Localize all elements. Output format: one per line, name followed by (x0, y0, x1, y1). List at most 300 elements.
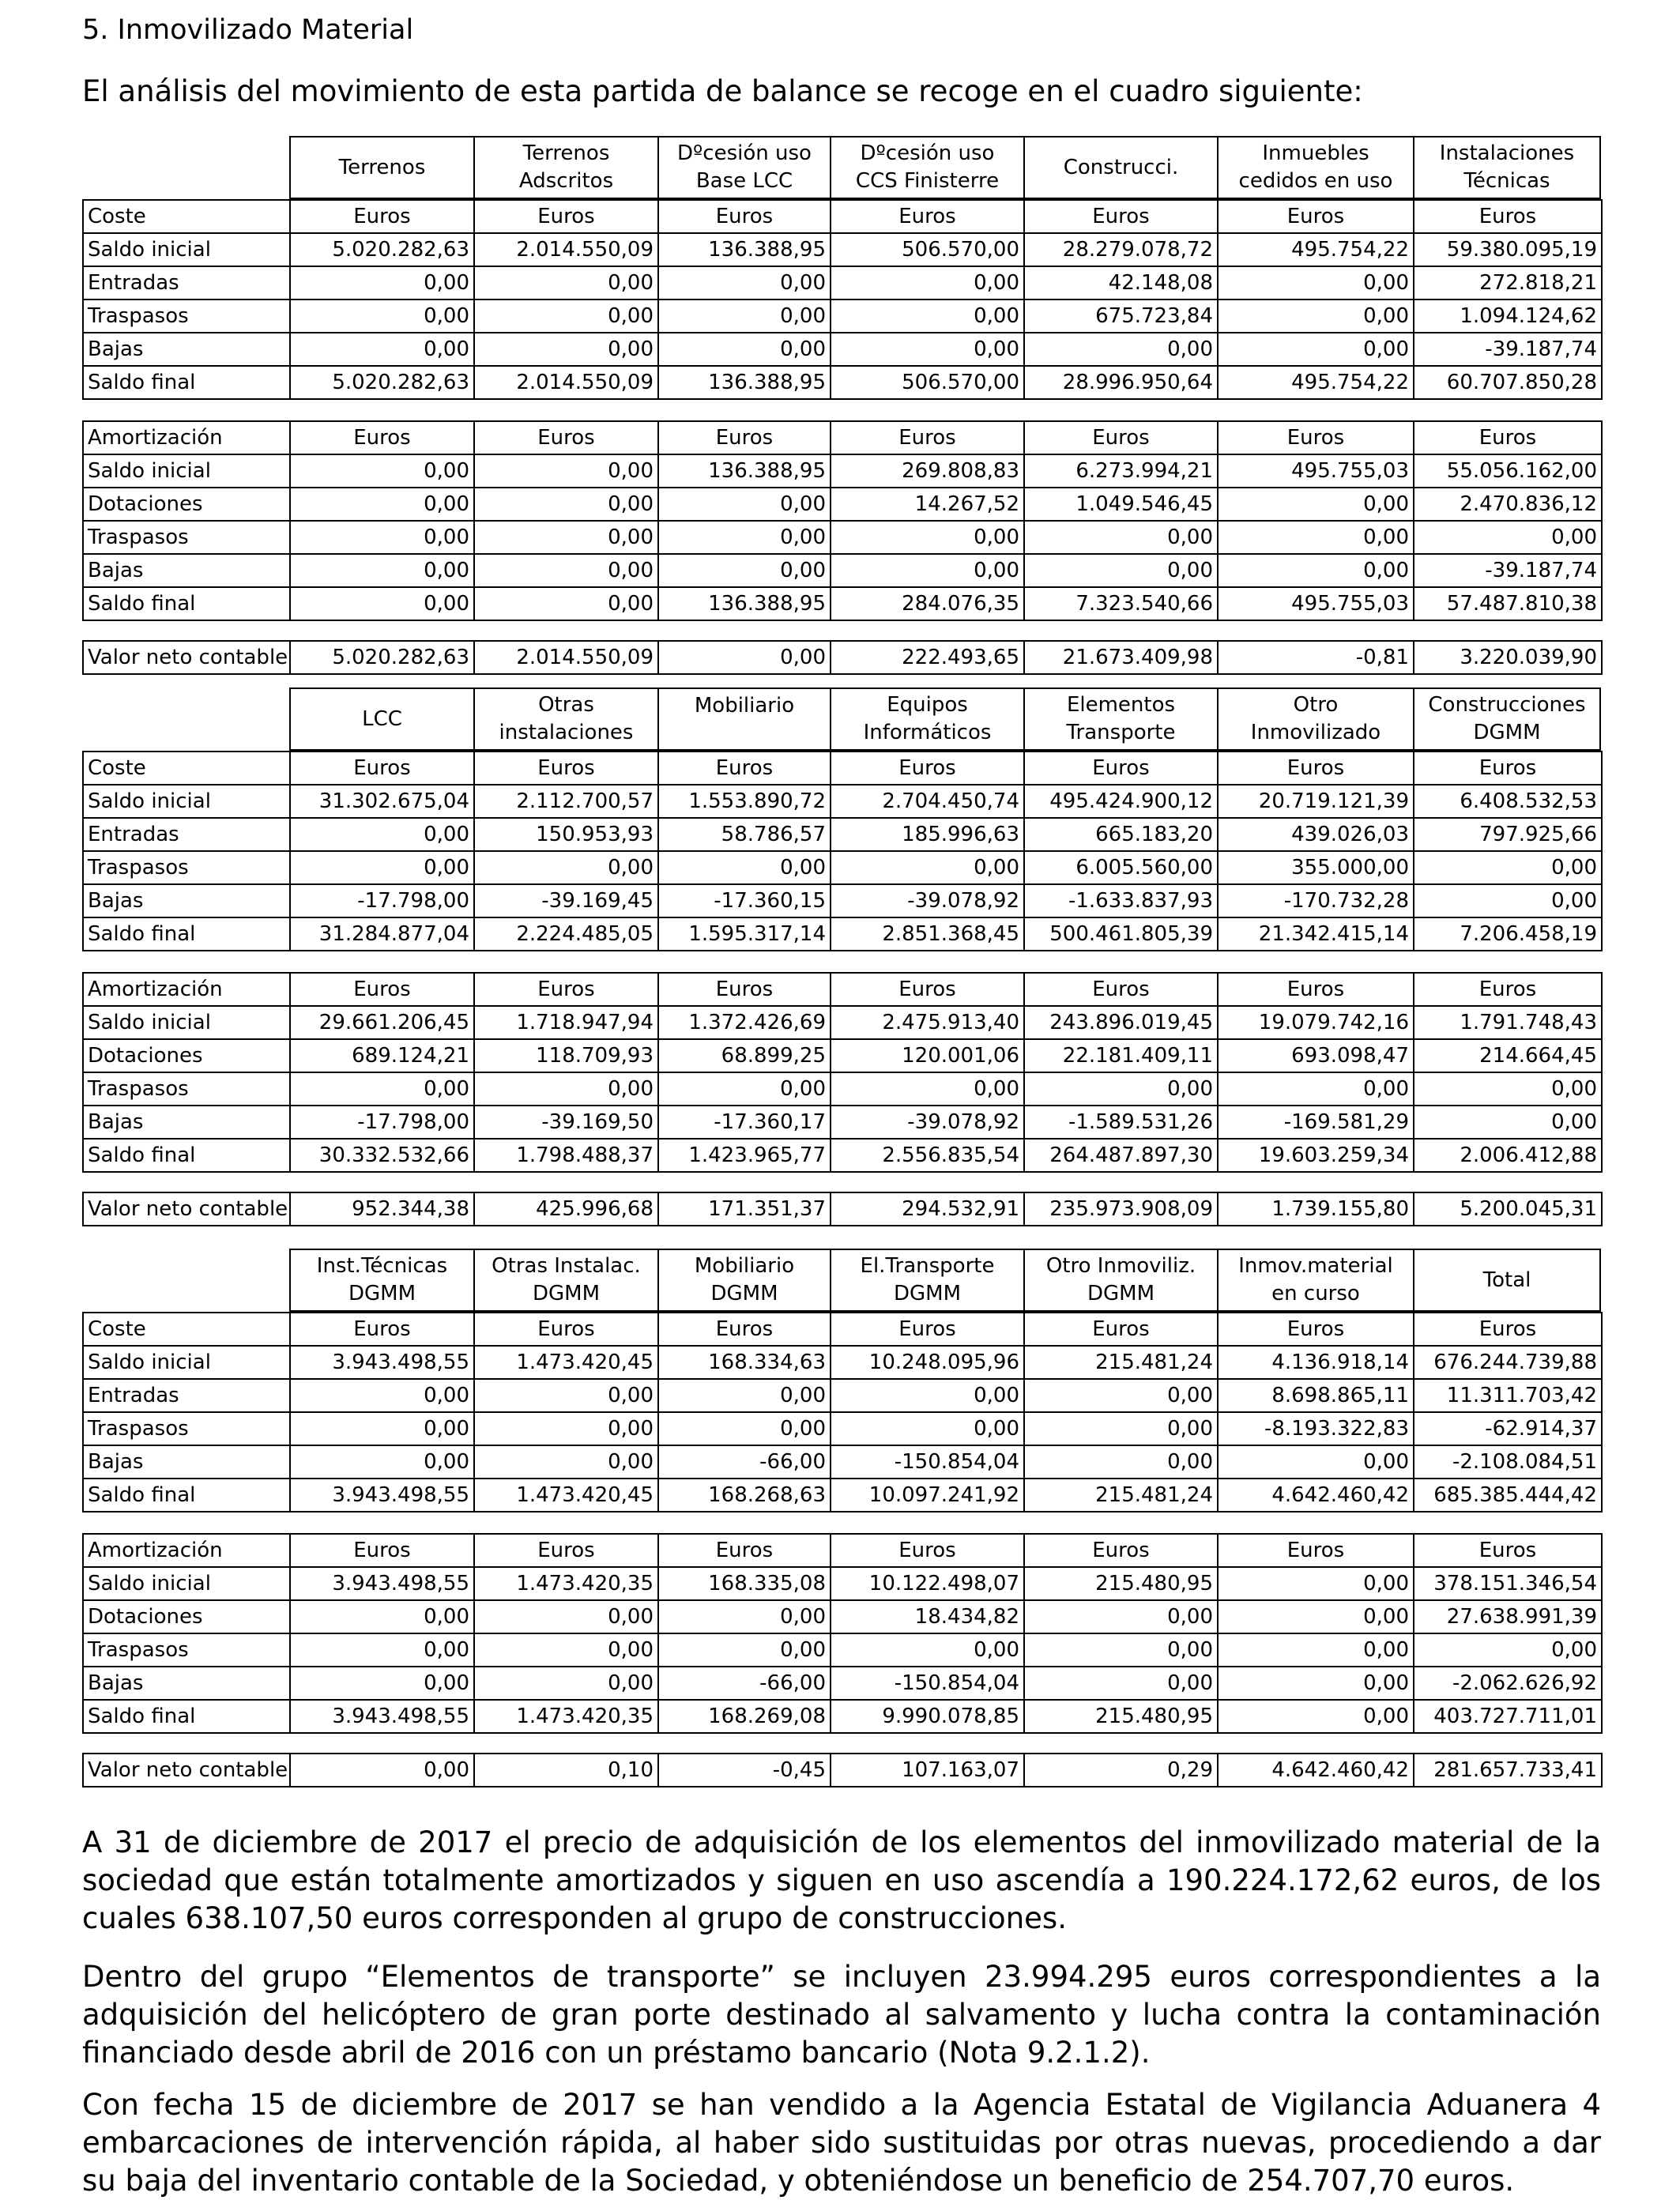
value-cell: 0,00 (474, 488, 658, 521)
column-header-line: DGMM (1473, 721, 1541, 744)
column-header-line: instalaciones (499, 721, 634, 744)
unit-cell: Euros (658, 752, 831, 785)
table-row (83, 1600, 1602, 1633)
column-header-line: Dºcesión uso (677, 141, 812, 165)
value-cell: 0,00 (1024, 1633, 1218, 1667)
column-header (1413, 136, 1601, 199)
value-cell: 0,00 (1218, 1700, 1414, 1733)
column-header-line: Mobiliario (694, 1254, 795, 1278)
coste-table (82, 751, 1603, 951)
unit-cell: Euros (290, 200, 474, 233)
column-header (1217, 136, 1413, 199)
value-cell: 0,00 (474, 554, 658, 587)
value-cell: 0,00 (290, 818, 474, 851)
value-cell: 2.475.913,40 (831, 1006, 1024, 1039)
row-label: Bajas (83, 1445, 290, 1479)
column-header (1413, 688, 1601, 751)
unit-cell: Euros (831, 421, 1024, 454)
column-header-line: DGMM (348, 1282, 416, 1305)
value-cell: 42.148,08 (1024, 266, 1218, 299)
value-cell: 0,00 (474, 1600, 658, 1633)
value-cell: -17.798,00 (290, 1106, 474, 1139)
value-cell: 1.473.420,35 (474, 1567, 658, 1600)
table-row (83, 917, 1602, 951)
value-cell: 10.248.095,96 (831, 1346, 1024, 1379)
value-cell: 2.851.368,45 (831, 917, 1024, 951)
value-cell: 58.786,57 (658, 818, 831, 851)
value-cell: 0,00 (1414, 1633, 1602, 1667)
net-value-row (83, 641, 1602, 674)
column-header-line: Equipos (887, 693, 968, 717)
value-cell: 0,00 (658, 851, 831, 884)
value-cell: 495.754,22 (1218, 233, 1414, 266)
value-cell: -2.108.084,51 (1414, 1445, 1602, 1479)
unit-cell: Euros (1218, 1313, 1414, 1346)
block-title: Coste (83, 752, 290, 785)
value-cell: 5.200.045,31 (1414, 1192, 1602, 1226)
table-row (83, 266, 1602, 299)
value-cell: 68.899,25 (658, 1039, 831, 1072)
value-cell: 495.754,22 (1218, 366, 1414, 399)
value-cell: 506.570,00 (831, 366, 1024, 399)
value-cell: 19.079.742,16 (1218, 1006, 1414, 1039)
value-cell: 21.673.409,98 (1024, 641, 1218, 674)
value-cell: 0,00 (474, 521, 658, 554)
table-row (83, 454, 1602, 488)
unit-cell: Euros (658, 1313, 831, 1346)
column-header-line: en curso (1271, 1282, 1360, 1305)
column-header-line: cedidos en uso (1238, 169, 1393, 193)
value-cell: 0,00 (290, 1633, 474, 1667)
row-label: Bajas (83, 554, 290, 587)
value-cell: 107.163,07 (831, 1754, 1024, 1787)
column-header-row (82, 1249, 1601, 1312)
table-row (83, 1072, 1602, 1106)
value-cell: 2.556.835,54 (831, 1139, 1024, 1172)
value-cell: 0,00 (1218, 1600, 1414, 1633)
row-label: Traspasos (83, 1633, 290, 1667)
value-cell: 1.049.546,45 (1024, 488, 1218, 521)
block-title: Amortización (83, 421, 290, 454)
table-row (83, 1412, 1602, 1445)
value-cell: 0,00 (1024, 1445, 1218, 1479)
value-cell: 355.000,00 (1218, 851, 1414, 884)
table-row (83, 521, 1602, 554)
value-cell: 31.302.675,04 (290, 785, 474, 818)
row-label: Saldo inicial (83, 1567, 290, 1600)
value-cell: 29.661.206,45 (290, 1006, 474, 1039)
row-label: Entradas (83, 818, 290, 851)
unit-cell: Euros (658, 421, 831, 454)
value-cell: -62.914,37 (1414, 1412, 1602, 1445)
value-cell: 0,00 (658, 521, 831, 554)
block-title: Amortización (83, 1534, 290, 1567)
column-header (830, 1249, 1023, 1312)
value-cell: 0,00 (1218, 554, 1414, 587)
value-cell: 0,00 (658, 266, 831, 299)
column-header (289, 1249, 473, 1312)
value-cell: -66,00 (658, 1445, 831, 1479)
column-header-line: Inst.Técnicas (316, 1254, 448, 1278)
unit-cell: Euros (1024, 973, 1218, 1006)
value-cell: 168.334,63 (658, 1346, 831, 1379)
section-heading: 5. Inmovilizado Material (82, 14, 414, 46)
value-cell: 55.056.162,00 (1414, 454, 1602, 488)
row-label: Saldo final (83, 1700, 290, 1733)
column-header (289, 136, 473, 199)
value-cell: 0,00 (290, 851, 474, 884)
unit-cell: Euros (831, 973, 1024, 1006)
value-cell: -39.169,45 (474, 884, 658, 917)
value-cell: 264.487.897,30 (1024, 1139, 1218, 1172)
value-cell: 1.798.488,37 (474, 1139, 658, 1172)
value-cell: 0,00 (831, 299, 1024, 333)
column-header (830, 688, 1023, 751)
body-paragraph: Con fecha 15 de diciembre de 2017 se han vendido a la Agencia Estatal de Vigilancia Aduanera 4 embarcaciones de intervención rápida, al haber sido sustituidas por otras nuevas, procediendo a dar su baja del inventario contable de la Sociedad, y obteniéndose un beneficio de 254.707,70 euros. (82, 2088, 1601, 2198)
column-header-line: Mobiliario (694, 694, 795, 718)
column-header-line: Adscritos (518, 169, 614, 193)
value-cell: 1.423.965,77 (658, 1139, 831, 1172)
net-value-row (83, 1754, 1602, 1787)
unit-cell: Euros (1414, 1313, 1602, 1346)
value-cell: 185.996,63 (831, 818, 1024, 851)
value-cell: 0,00 (1414, 884, 1602, 917)
value-cell: 2.014.550,09 (474, 233, 658, 266)
body-paragraph: A 31 de diciembre de 2017 el precio de adquisición de los elementos del inmovilizado material de la sociedad que están totalmente amortizados y siguen en uso ascendía a 190.224.172,62 euros, de los cuales 638.107,50 euros corresponden al grupo de construcciones. (82, 1825, 1601, 1935)
column-header-line: Construcciones (1428, 693, 1586, 717)
value-cell: 0,00 (831, 851, 1024, 884)
value-cell: 0,00 (658, 1072, 831, 1106)
value-cell: 10.097.241,92 (831, 1479, 1024, 1512)
column-header (289, 688, 473, 751)
table-row (83, 1006, 1602, 1039)
value-cell: 6.273.994,21 (1024, 454, 1218, 488)
value-cell: 0,00 (474, 1445, 658, 1479)
asset-section (82, 136, 1601, 675)
value-cell: 215.481,24 (1024, 1346, 1218, 1379)
value-cell: 2.704.450,74 (831, 785, 1024, 818)
column-header (1217, 688, 1413, 751)
value-cell: 1.372.426,69 (658, 1006, 831, 1039)
value-cell: 797.925,66 (1414, 818, 1602, 851)
value-cell: 0,00 (474, 587, 658, 620)
value-cell: 136.388,95 (658, 233, 831, 266)
unit-cell: Euros (474, 973, 658, 1006)
value-cell: 7.323.540,66 (1024, 587, 1218, 620)
value-cell: -17.360,17 (658, 1106, 831, 1139)
unit-cell: Euros (290, 973, 474, 1006)
unit-cell: Euros (831, 752, 1024, 785)
column-header-line: Otras (538, 693, 594, 717)
value-cell: 0,00 (1414, 851, 1602, 884)
unit-cell: Euros (1024, 1534, 1218, 1567)
value-cell: 272.818,21 (1414, 266, 1602, 299)
block-title-row (83, 973, 1602, 1006)
column-header-line: Otro (1293, 693, 1339, 717)
table-row (83, 299, 1602, 333)
unit-cell: Euros (290, 1534, 474, 1567)
column-header-line: Inmov.material (1238, 1254, 1393, 1278)
unit-cell: Euros (1218, 200, 1414, 233)
row-label: Valor neto contable (83, 641, 290, 674)
row-label: Saldo final (83, 1479, 290, 1512)
table-row (83, 1633, 1602, 1667)
row-label: Saldo final (83, 366, 290, 399)
value-cell: 0,00 (290, 587, 474, 620)
value-cell: 14.267,52 (831, 488, 1024, 521)
value-cell: 0,00 (474, 333, 658, 366)
unit-cell: Euros (474, 752, 658, 785)
column-header-line: DGMM (710, 1282, 778, 1305)
value-cell: 0,00 (1218, 266, 1414, 299)
table-row (83, 1139, 1602, 1172)
value-cell: 1.791.748,43 (1414, 1006, 1602, 1039)
asset-section (82, 688, 1601, 1226)
value-cell: 118.709,93 (474, 1039, 658, 1072)
value-cell: 0,00 (290, 1412, 474, 1445)
row-label: Bajas (83, 1667, 290, 1700)
value-cell: 21.342.415,14 (1218, 917, 1414, 951)
row-label: Saldo final (83, 1139, 290, 1172)
value-cell: 269.808,83 (831, 454, 1024, 488)
value-cell: 0,00 (831, 1072, 1024, 1106)
column-header (1023, 688, 1217, 751)
unit-cell: Euros (290, 1313, 474, 1346)
value-cell: 243.896.019,45 (1024, 1006, 1218, 1039)
column-header-line: Otro Inmoviliz. (1045, 1254, 1196, 1278)
value-cell: 5.020.282,63 (290, 366, 474, 399)
table-row (83, 1379, 1602, 1412)
value-cell: 689.124,21 (290, 1039, 474, 1072)
block-title: Coste (83, 200, 290, 233)
amortizacion-table (82, 420, 1603, 621)
unit-cell: Euros (1024, 421, 1218, 454)
value-cell: -39.078,92 (831, 884, 1024, 917)
value-cell: 0,00 (1218, 333, 1414, 366)
value-cell: 378.151.346,54 (1414, 1567, 1602, 1600)
row-label: Traspasos (83, 851, 290, 884)
column-header (473, 688, 657, 751)
row-label: Saldo inicial (83, 785, 290, 818)
net-value-table (82, 1192, 1603, 1226)
table-row (83, 333, 1602, 366)
value-cell: 22.181.409,11 (1024, 1039, 1218, 1072)
value-cell: 676.244.739,88 (1414, 1346, 1602, 1379)
unit-cell: Euros (1218, 752, 1414, 785)
value-cell: 136.388,95 (658, 454, 831, 488)
column-header-line: Inmuebles (1262, 141, 1369, 165)
value-cell: 3.943.498,55 (290, 1479, 474, 1512)
value-cell: 4.642.460,42 (1218, 1479, 1414, 1512)
value-cell: 11.311.703,42 (1414, 1379, 1602, 1412)
value-cell: -1.633.837,93 (1024, 884, 1218, 917)
value-cell: 403.727.711,01 (1414, 1700, 1602, 1733)
value-cell: 281.657.733,41 (1414, 1754, 1602, 1787)
value-cell: 2.224.485,05 (474, 917, 658, 951)
value-cell: 0,00 (474, 299, 658, 333)
value-cell: 0,00 (658, 641, 831, 674)
value-cell: 439.026,03 (1218, 818, 1414, 851)
column-header (473, 136, 657, 199)
value-cell: 0,00 (1218, 1445, 1414, 1479)
value-cell: 1.739.155,80 (1218, 1192, 1414, 1226)
block-title: Amortización (83, 973, 290, 1006)
coste-table (82, 1312, 1603, 1512)
value-cell: -169.581,29 (1218, 1106, 1414, 1139)
unit-cell: Euros (474, 200, 658, 233)
column-header (1023, 1249, 1217, 1312)
unit-cell: Euros (1024, 752, 1218, 785)
value-cell: 5.020.282,63 (290, 233, 474, 266)
value-cell: -39.169,50 (474, 1106, 658, 1139)
value-cell: 4.642.460,42 (1218, 1754, 1414, 1787)
column-header-line: Informáticos (863, 721, 992, 744)
value-cell: 0,00 (1414, 1106, 1602, 1139)
unit-cell: Euros (474, 1313, 658, 1346)
value-cell: 0,00 (1218, 1072, 1414, 1106)
value-cell: 171.351,37 (658, 1192, 831, 1226)
value-cell: -1.589.531,26 (1024, 1106, 1218, 1139)
table-row (83, 1106, 1602, 1139)
value-cell: 20.719.121,39 (1218, 785, 1414, 818)
value-cell: 506.570,00 (831, 233, 1024, 266)
amortizacion-table (82, 1533, 1603, 1734)
block-title-row (83, 752, 1602, 785)
column-header-line: Inmovilizado (1250, 721, 1381, 744)
net-value-table (82, 1753, 1603, 1788)
value-cell: 0,00 (831, 554, 1024, 587)
value-cell: 0,00 (1024, 1072, 1218, 1106)
value-cell: 6.005.560,00 (1024, 851, 1218, 884)
value-cell: 0,00 (290, 1445, 474, 1479)
value-cell: -39.078,92 (831, 1106, 1024, 1139)
value-cell: 693.098,47 (1218, 1039, 1414, 1072)
block-title-row (83, 1313, 1602, 1346)
row-label: Traspasos (83, 299, 290, 333)
value-cell: -150.854,04 (831, 1445, 1024, 1479)
value-cell: 0,10 (474, 1754, 658, 1787)
value-cell: 27.638.991,39 (1414, 1600, 1602, 1633)
value-cell: 57.487.810,38 (1414, 587, 1602, 620)
value-cell: 1.718.947,94 (474, 1006, 658, 1039)
value-cell: 0,00 (1024, 1412, 1218, 1445)
body-paragraph: Dentro del grupo “Elementos de transporte” se incluyen 23.994.295 euros correspondientes a la adquisición del helicóptero de gran porte destinado al salvamento y lucha contra la contaminación financiado desde abril de 2016 con un préstamo bancario (Nota 9.2.1.2). (82, 1960, 1601, 2070)
value-cell: -170.732,28 (1218, 884, 1414, 917)
value-cell: 0,00 (1024, 1600, 1218, 1633)
value-cell: 0,00 (1218, 1633, 1414, 1667)
column-header (657, 688, 830, 751)
value-cell: 0,00 (474, 1412, 658, 1445)
row-label: Traspasos (83, 1412, 290, 1445)
value-cell: 136.388,95 (658, 366, 831, 399)
value-cell: 0,00 (1024, 554, 1218, 587)
value-cell: 0,00 (474, 851, 658, 884)
value-cell: 60.707.850,28 (1414, 366, 1602, 399)
value-cell: 0,00 (831, 1412, 1024, 1445)
unit-cell: Euros (658, 973, 831, 1006)
value-cell: -150.854,04 (831, 1667, 1024, 1700)
value-cell: -2.062.626,92 (1414, 1667, 1602, 1700)
column-header-row (82, 136, 1601, 199)
column-header-line: Dºcesión uso (860, 141, 995, 165)
value-cell: 9.990.078,85 (831, 1700, 1024, 1733)
value-cell: 0,00 (1414, 1072, 1602, 1106)
value-cell: 168.269,08 (658, 1700, 831, 1733)
value-cell: 2.014.550,09 (474, 366, 658, 399)
value-cell: 1.595.317,14 (658, 917, 831, 951)
value-cell: 1.553.890,72 (658, 785, 831, 818)
value-cell: 6.408.532,53 (1414, 785, 1602, 818)
value-cell: 0,00 (290, 1667, 474, 1700)
value-cell: 120.001,06 (831, 1039, 1024, 1072)
column-header-line: Terrenos (522, 141, 610, 165)
value-cell: 0,00 (290, 488, 474, 521)
value-cell: 0,00 (658, 1412, 831, 1445)
value-cell: 0,00 (290, 1072, 474, 1106)
column-header (1023, 136, 1217, 199)
unit-cell: Euros (290, 752, 474, 785)
column-header-line: DGMM (532, 1282, 601, 1305)
value-cell: -39.187,74 (1414, 333, 1602, 366)
value-cell: 0,00 (474, 454, 658, 488)
value-cell: 0,00 (290, 454, 474, 488)
value-cell: 0,00 (831, 1379, 1024, 1412)
row-label: Bajas (83, 884, 290, 917)
value-cell: 59.380.095,19 (1414, 233, 1602, 266)
value-cell: 294.532,91 (831, 1192, 1024, 1226)
block-title: Coste (83, 1313, 290, 1346)
value-cell: 685.385.444,42 (1414, 1479, 1602, 1512)
value-cell: -39.187,74 (1414, 554, 1602, 587)
value-cell: 952.344,38 (290, 1192, 474, 1226)
column-header-line: Técnicas (1463, 169, 1550, 193)
row-label: Dotaciones (83, 1600, 290, 1633)
row-label: Saldo inicial (83, 454, 290, 488)
asset-section (82, 1249, 1601, 1788)
column-header-line: Elementos (1066, 693, 1176, 717)
value-cell: 0,00 (658, 333, 831, 366)
value-cell: 215.480,95 (1024, 1567, 1218, 1600)
value-cell: 0,00 (290, 333, 474, 366)
row-label: Valor neto contable (83, 1192, 290, 1226)
table-row (83, 1346, 1602, 1379)
value-cell: 2.470.836,12 (1414, 488, 1602, 521)
value-cell: 7.206.458,19 (1414, 917, 1602, 951)
table-row (83, 818, 1602, 851)
column-header (657, 1249, 830, 1312)
value-cell: 1.473.420,45 (474, 1479, 658, 1512)
table-row (83, 785, 1602, 818)
column-header-line: Construcci. (1063, 155, 1179, 179)
unit-cell: Euros (1414, 421, 1602, 454)
column-header (830, 136, 1023, 199)
column-header-row (82, 688, 1601, 751)
value-cell: 0,00 (658, 1379, 831, 1412)
value-cell: 3.943.498,55 (290, 1346, 474, 1379)
table-row (83, 554, 1602, 587)
block-title-row (83, 200, 1602, 233)
row-label: Bajas (83, 333, 290, 366)
value-cell: 500.461.805,39 (1024, 917, 1218, 951)
value-cell: 28.279.078,72 (1024, 233, 1218, 266)
table-row (83, 366, 1602, 399)
value-cell: 495.424.900,12 (1024, 785, 1218, 818)
table-row (83, 1445, 1602, 1479)
table-row (83, 587, 1602, 620)
table-row (83, 488, 1602, 521)
value-cell: 0,00 (658, 554, 831, 587)
value-cell: 0,00 (290, 1379, 474, 1412)
